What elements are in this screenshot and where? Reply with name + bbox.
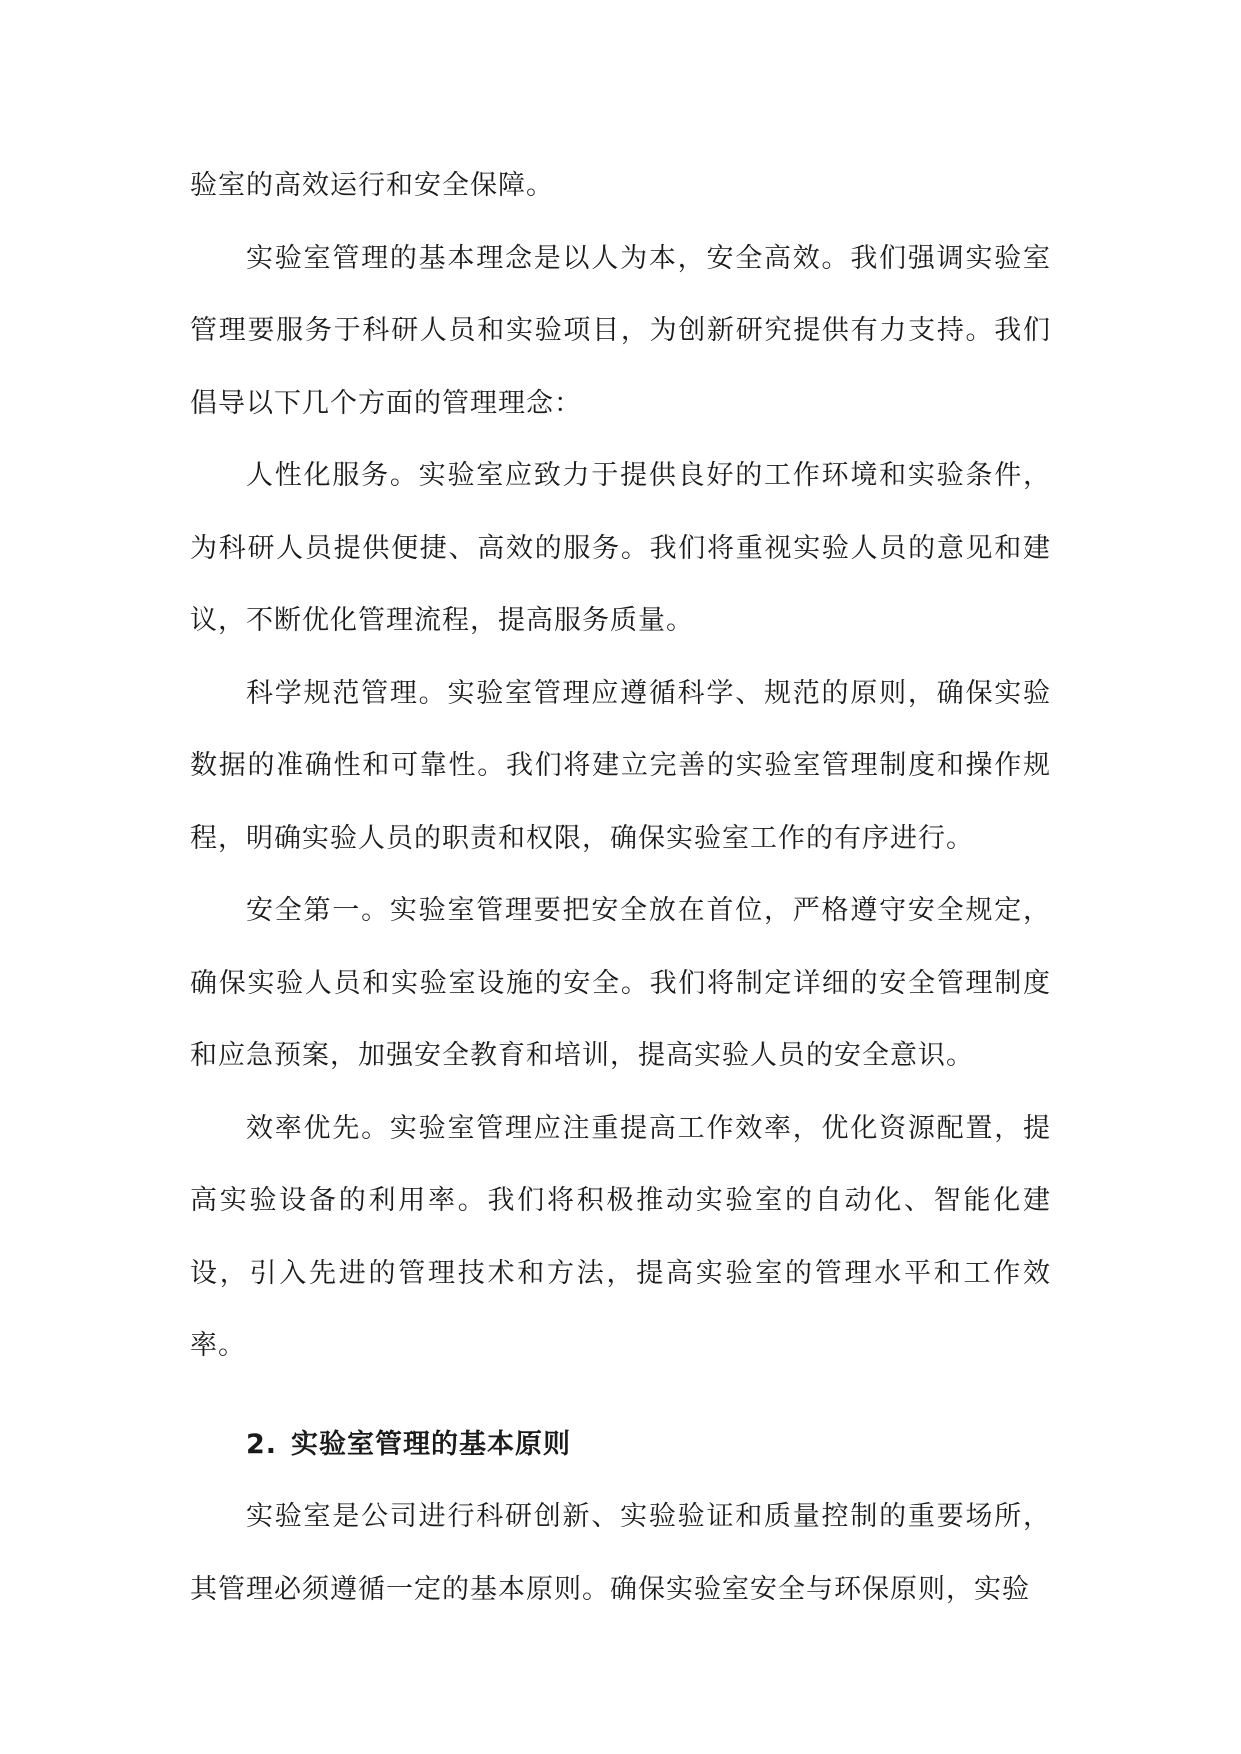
paragraph-continuation: 验室的高效运行和安全保障。 bbox=[190, 170, 554, 201]
paragraph-efficiency-priority: 效率优先。实验室管理应注重提高工作效率，优化资源配置，提高实验设备的利用率。我们将积极推动实验室的自动化、智能化建设，引入先进的管理技术和方法，提高实验室的管理水平和工作效率。 bbox=[190, 1112, 1051, 1361]
paragraph-humanized-service: 人性化服务。实验室应致力于提供良好的工作环境和实验条件，为科研人员提供便捷、高效的服务。我们将重视实验人员的意见和建议，不断优化管理流程，提高服务质量。 bbox=[190, 460, 1051, 636]
section-title: 实验室管理的基本原则 bbox=[291, 1428, 572, 1460]
paragraph-basic-principles: 实验室是公司进行科研创新、实验验证和质量控制的重要场所，其管理必须遵循一定的基本原则。确保实验室安全与环保原则，实验 bbox=[190, 1501, 1051, 1605]
paragraph-safety-first: 安全第一。实验室管理要把安全放在首位，严格遵守安全规定，确保实验人员和实验室设施的安全。我们将制定详细的安全管理制度和应急预案，加强安全教育和培训，提高实验人员的安全意识。 bbox=[190, 895, 1051, 1071]
paragraph-management-philosophy: 实验室管理的基本理念是以人为本，安全高效。我们强调实验室管理要服务于科研人员和实验项目，为创新研究提供有力支持。我们倡导以下几个方面的管理理念： bbox=[190, 242, 1051, 419]
paragraph-scientific-management: 科学规范管理。实验室管理应遵循科学、规范的原则，确保实验数据的准确性和可靠性。我们将建立完善的实验室管理制度和操作规程，明确实验人员的职责和权限，确保实验室工作的有序进行。 bbox=[190, 677, 1051, 854]
section-number: 2. bbox=[246, 1428, 278, 1460]
section-heading bbox=[190, 1409, 1051, 1482]
